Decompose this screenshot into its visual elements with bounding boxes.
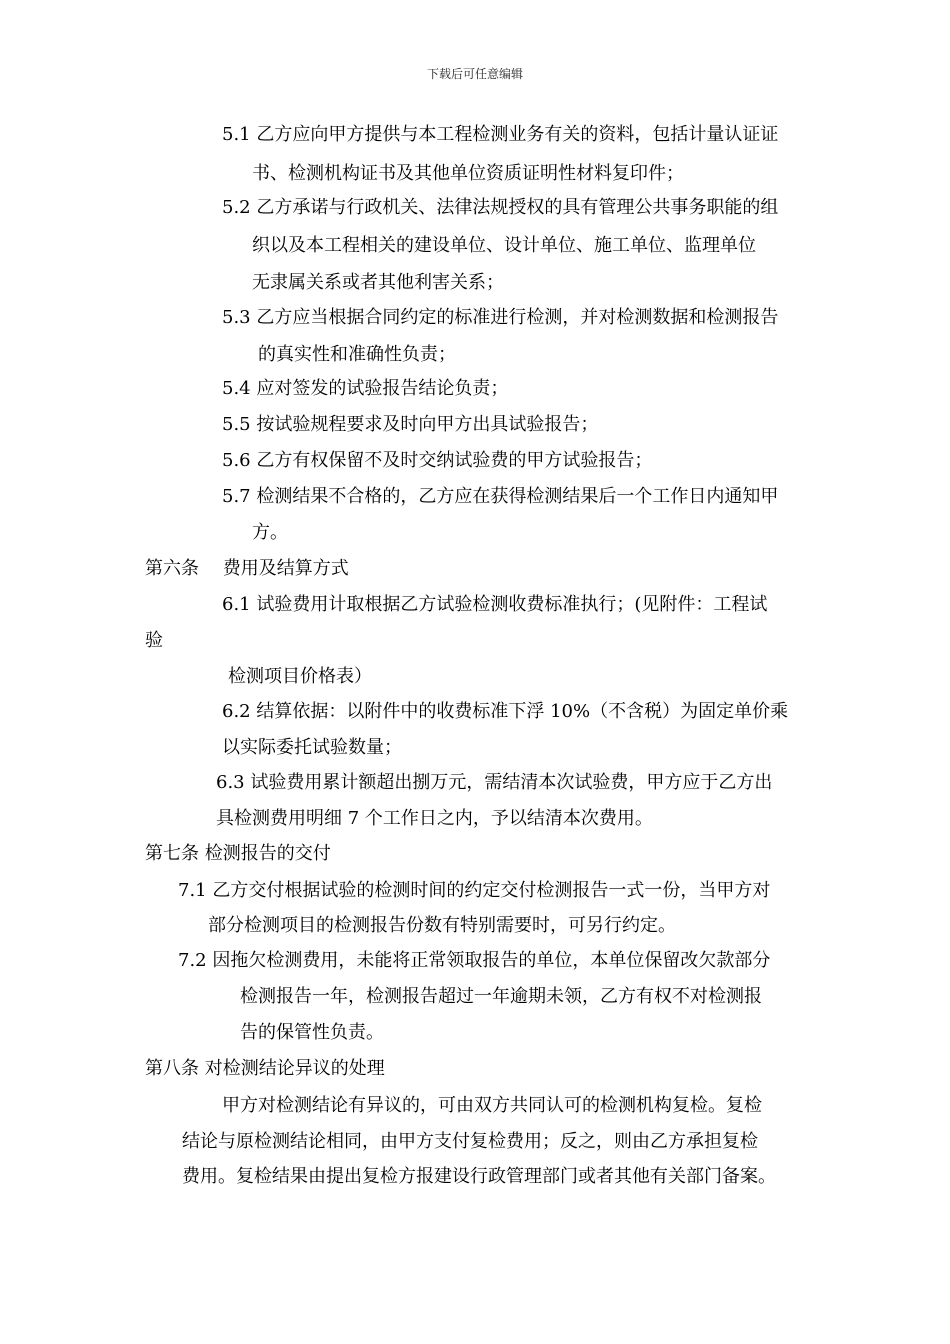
article-8-heading: 第八条 对检测结论异议的处理 [145,1058,385,1079]
article-8-paragraph-line-1: 甲方对检测结论有异议的，可由双方共同认可的检测机构复检。复检 [222,1095,762,1116]
clause-7-2-line-3: 告的保管性负责。 [240,1022,384,1043]
clause-7-1-line-2: 部分检测项目的检测报告份数有特别需要时，可另行约定。 [208,915,676,936]
clause-5-2-line-3: 无隶属关系或者其他利害关系； [252,272,504,293]
clause-6-3-line-2: 具检测费用明细 7 个工作日之内，予以结清本次费用。 [216,808,653,829]
clause-7-2-line-1: 7.2 因拖欠检测费用，未能将正常领取报告的单位，本单位保留改欠款部分 [178,950,771,971]
clause-5-1-line-2: 书、检测机构证书及其他单位资质证明性材料复印件； [252,163,684,184]
clause-6-1-line-3: 检测项目价格表） [228,666,372,687]
clause-5-4: 5.4 应对签发的试验报告结论负责； [222,378,509,399]
clause-5-5: 5.5 按试验规程要求及时向甲方出具试验报告； [222,414,599,435]
clause-6-1-line-1: 6.1 试验费用计取根据乙方试验检测收费标准执行；(见附件：工程试 [222,594,768,615]
clause-6-2-line-1: 6.2 结算依据：以附件中的收费标准下浮 10%（不含税）为固定单价乘 [222,701,789,722]
clause-5-3-line-2: 的真实性和准确性负责； [258,344,456,365]
clause-7-1-line-1: 7.1 乙方交付根据试验的检测时间的约定交付检测报告一式一份，当甲方对 [178,880,771,901]
clause-6-1-line-2: 验 [145,630,163,651]
clause-7-2-line-2: 检测报告一年，检测报告超过一年逾期未领，乙方有权不对检测报 [240,986,762,1007]
clause-5-2-line-1: 5.2 乙方承诺与行政机关、法律法规授权的具有管理公共事务职能的组 [222,197,779,218]
clause-5-7-line-1: 5.7 检测结果不合格的，乙方应在获得检测结果后一个工作日内通知甲 [222,486,779,507]
clause-6-2-line-2: 以实际委托试验数量； [222,737,402,758]
clause-5-7-line-2: 方。 [252,522,288,543]
page-header: 下载后可任意编辑 [426,67,523,81]
clause-5-1-line-1: 5.1 乙方应向甲方提供与本工程检测业务有关的资料，包括计量认证证 [222,124,779,145]
article-8-paragraph-line-2: 结论与原检测结论相同，由甲方支付复检费用；反之，则由乙方承担复检 [182,1131,758,1152]
clause-5-3-line-1: 5.3 乙方应当根据合同约定的标准进行检测，并对检测数据和检测报告 [222,307,779,328]
article-7-heading: 第七条 检测报告的交付 [145,843,331,864]
clause-5-2-line-2: 织以及本工程相关的建设单位、设计单位、施工单位、监理单位 [252,235,756,256]
clause-5-6: 5.6 乙方有权保留不及时交纳试验费的甲方试验报告； [222,450,653,471]
clause-6-3-line-1: 6.3 试验费用累计额超出捌万元，需结清本次试验费，甲方应于乙方出 [216,772,773,793]
article-6-heading: 第六条 费用及结算方式 [145,558,349,579]
article-8-paragraph-line-3: 费用。复检结果由提出复检方报建设行政管理部门或者其他有关部门备案。 [182,1166,776,1187]
